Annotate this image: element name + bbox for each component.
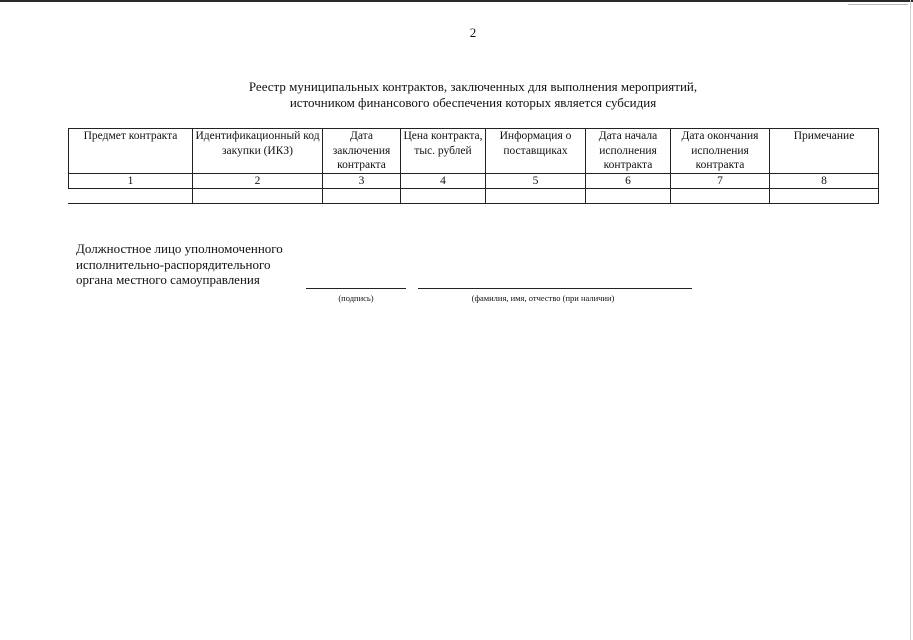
table-cell bbox=[671, 189, 770, 204]
column-number: 8 bbox=[770, 174, 879, 189]
signatory-line-3: органа местного самоуправления bbox=[76, 272, 260, 287]
top-right-scan-mark bbox=[848, 4, 908, 5]
table-cell bbox=[401, 189, 486, 204]
column-header-conclusion-date: Дата заключения контракта bbox=[323, 129, 401, 174]
full-name-caption: (фамилия, имя, отчество (при наличии) bbox=[471, 293, 615, 303]
contracts-registry-table bbox=[68, 128, 879, 204]
table-cell bbox=[69, 189, 193, 204]
column-number: 1 bbox=[69, 174, 193, 189]
signatory-line-1: Должностное лицо уполномоченного bbox=[76, 241, 283, 256]
table-header-row bbox=[69, 129, 879, 174]
table-cell bbox=[323, 189, 401, 204]
table-cell bbox=[586, 189, 671, 204]
document-title-line-2: источником финансового обеспечения которых является субсидия bbox=[289, 95, 657, 110]
signature-line bbox=[306, 288, 406, 289]
table-cell bbox=[193, 189, 323, 204]
document-title bbox=[0, 79, 913, 111]
page-number: 2 bbox=[469, 25, 477, 40]
column-number: 2 bbox=[193, 174, 323, 189]
top-border-line bbox=[0, 0, 913, 2]
column-number: 7 bbox=[671, 174, 770, 189]
column-number-row bbox=[69, 174, 879, 189]
table-cell bbox=[486, 189, 586, 204]
full-name-line bbox=[418, 288, 692, 289]
signatory-line-2: исполнительно-распорядительного bbox=[76, 256, 271, 272]
column-header-suppliers: Информация о поставщиках bbox=[486, 129, 586, 174]
column-header-end-date: Дата окончания исполнения контракта bbox=[671, 129, 770, 174]
column-number: 3 bbox=[323, 174, 401, 189]
column-number: 5 bbox=[486, 174, 586, 189]
column-number: 4 bbox=[401, 174, 486, 189]
column-header-subject: Предмет контракта bbox=[69, 129, 193, 174]
table-row bbox=[69, 189, 879, 204]
column-header-start-date: Дата начала исполнения контракта bbox=[586, 129, 671, 174]
column-header-ikz: Идентификационный код закупки (ИКЗ) bbox=[193, 129, 323, 174]
column-header-price: Цена контракта, тыс. рублей bbox=[401, 129, 486, 174]
signatory-block bbox=[76, 241, 283, 288]
column-number: 6 bbox=[586, 174, 671, 189]
table-cell bbox=[770, 189, 879, 204]
signature-caption: (подпись) bbox=[338, 293, 374, 303]
document-title-line-1: Реестр муниципальных контрактов, заключенных для выполнения мероприятий, bbox=[248, 79, 698, 94]
column-header-notes: Примечание bbox=[770, 129, 879, 174]
